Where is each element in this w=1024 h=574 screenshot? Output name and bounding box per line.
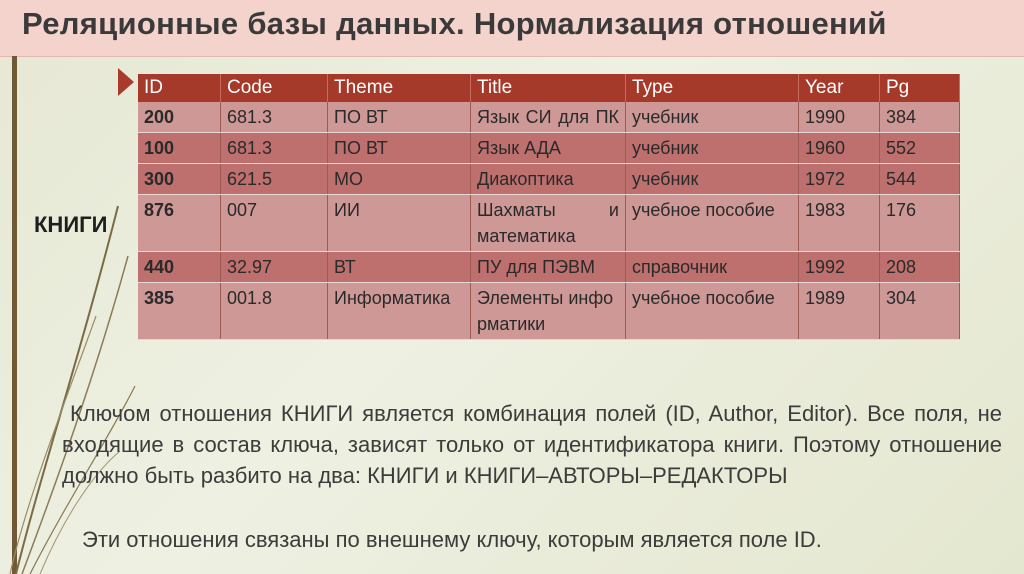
cell-theme: ПО ВТ <box>328 133 471 164</box>
cell-year: 1960 <box>799 133 880 164</box>
cell-type: справочник <box>626 252 799 283</box>
slide-title: Реляционные базы данных. Нормализация отношений <box>22 6 887 41</box>
header-theme: Theme <box>328 74 471 102</box>
header-id: ID <box>138 74 221 102</box>
header-year: Year <box>799 74 880 102</box>
cell-title: Диакоптика <box>471 164 626 195</box>
cell-pg: 552 <box>880 133 960 164</box>
cell-id: 385 <box>138 283 221 340</box>
cell-type: учебник <box>626 102 799 133</box>
cell-id: 100 <box>138 133 221 164</box>
cell-title: Элементы информатики <box>471 283 626 340</box>
table-row <box>138 164 960 195</box>
cell-code: 001.8 <box>221 283 328 340</box>
header-pg: Pg <box>880 74 960 102</box>
cell-year: 1990 <box>799 102 880 133</box>
cell-pg: 304 <box>880 283 960 340</box>
cell-id: 300 <box>138 164 221 195</box>
cell-year: 1989 <box>799 283 880 340</box>
header-code: Code <box>221 74 328 102</box>
cell-type: учебное пособие <box>626 195 799 252</box>
cell-title: ПУ для ПЭВМ <box>471 252 626 283</box>
table-row <box>138 195 960 252</box>
table-row <box>138 252 960 283</box>
cell-code: 32.97 <box>221 252 328 283</box>
cell-type: учебник <box>626 164 799 195</box>
cell-theme: ПО ВТ <box>328 102 471 133</box>
cell-code: 681.3 <box>221 102 328 133</box>
cell-pg: 384 <box>880 102 960 133</box>
table-row <box>138 133 960 164</box>
cell-code: 007 <box>221 195 328 252</box>
cell-title: Шахматы и математика <box>471 195 626 252</box>
cell-theme: ИИ <box>328 195 471 252</box>
cell-pg: 176 <box>880 195 960 252</box>
cell-title: Язык АДА <box>471 133 626 164</box>
foreign-key-note: Эти отношения связаны по внешнему ключу, которым является поле ID. <box>82 527 822 552</box>
cell-year: 1983 <box>799 195 880 252</box>
cell-code: 681.3 <box>221 133 328 164</box>
relation-label: КНИГИ <box>34 212 108 237</box>
table-header-row <box>138 74 960 102</box>
cell-title: Язык СИ для ПК <box>471 102 626 133</box>
cell-year: 1992 <box>799 252 880 283</box>
table-row <box>138 102 960 133</box>
cell-id: 200 <box>138 102 221 133</box>
arrow-marker-icon <box>118 68 134 96</box>
table-row <box>138 283 960 340</box>
cell-theme: МО <box>328 164 471 195</box>
cell-theme: ВТ <box>328 252 471 283</box>
cell-id: 440 <box>138 252 221 283</box>
cell-type: учебное пособие <box>626 283 799 340</box>
cell-type: учебник <box>626 133 799 164</box>
cell-id: 876 <box>138 195 221 252</box>
header-type: Type <box>626 74 799 102</box>
title-bar <box>0 0 1024 57</box>
cell-theme: Информатика <box>328 283 471 340</box>
cell-code: 621.5 <box>221 164 328 195</box>
books-table <box>138 74 960 340</box>
explanation-paragraph: Ключом отношения КНИГИ является комбинация полей (ID, Author, Editor). Все поля, не входящие в состав ключа, зависят только от идентификатора книги. Поэтому отношение должно быть разбито на два: КНИГИ и КНИГИ–АВТОРЫ–РЕДАКТОРЫ <box>62 401 1002 488</box>
decorative-curves <box>0 56 140 574</box>
cell-pg: 544 <box>880 164 960 195</box>
cell-pg: 208 <box>880 252 960 283</box>
cell-year: 1972 <box>799 164 880 195</box>
header-title: Title <box>471 74 626 102</box>
